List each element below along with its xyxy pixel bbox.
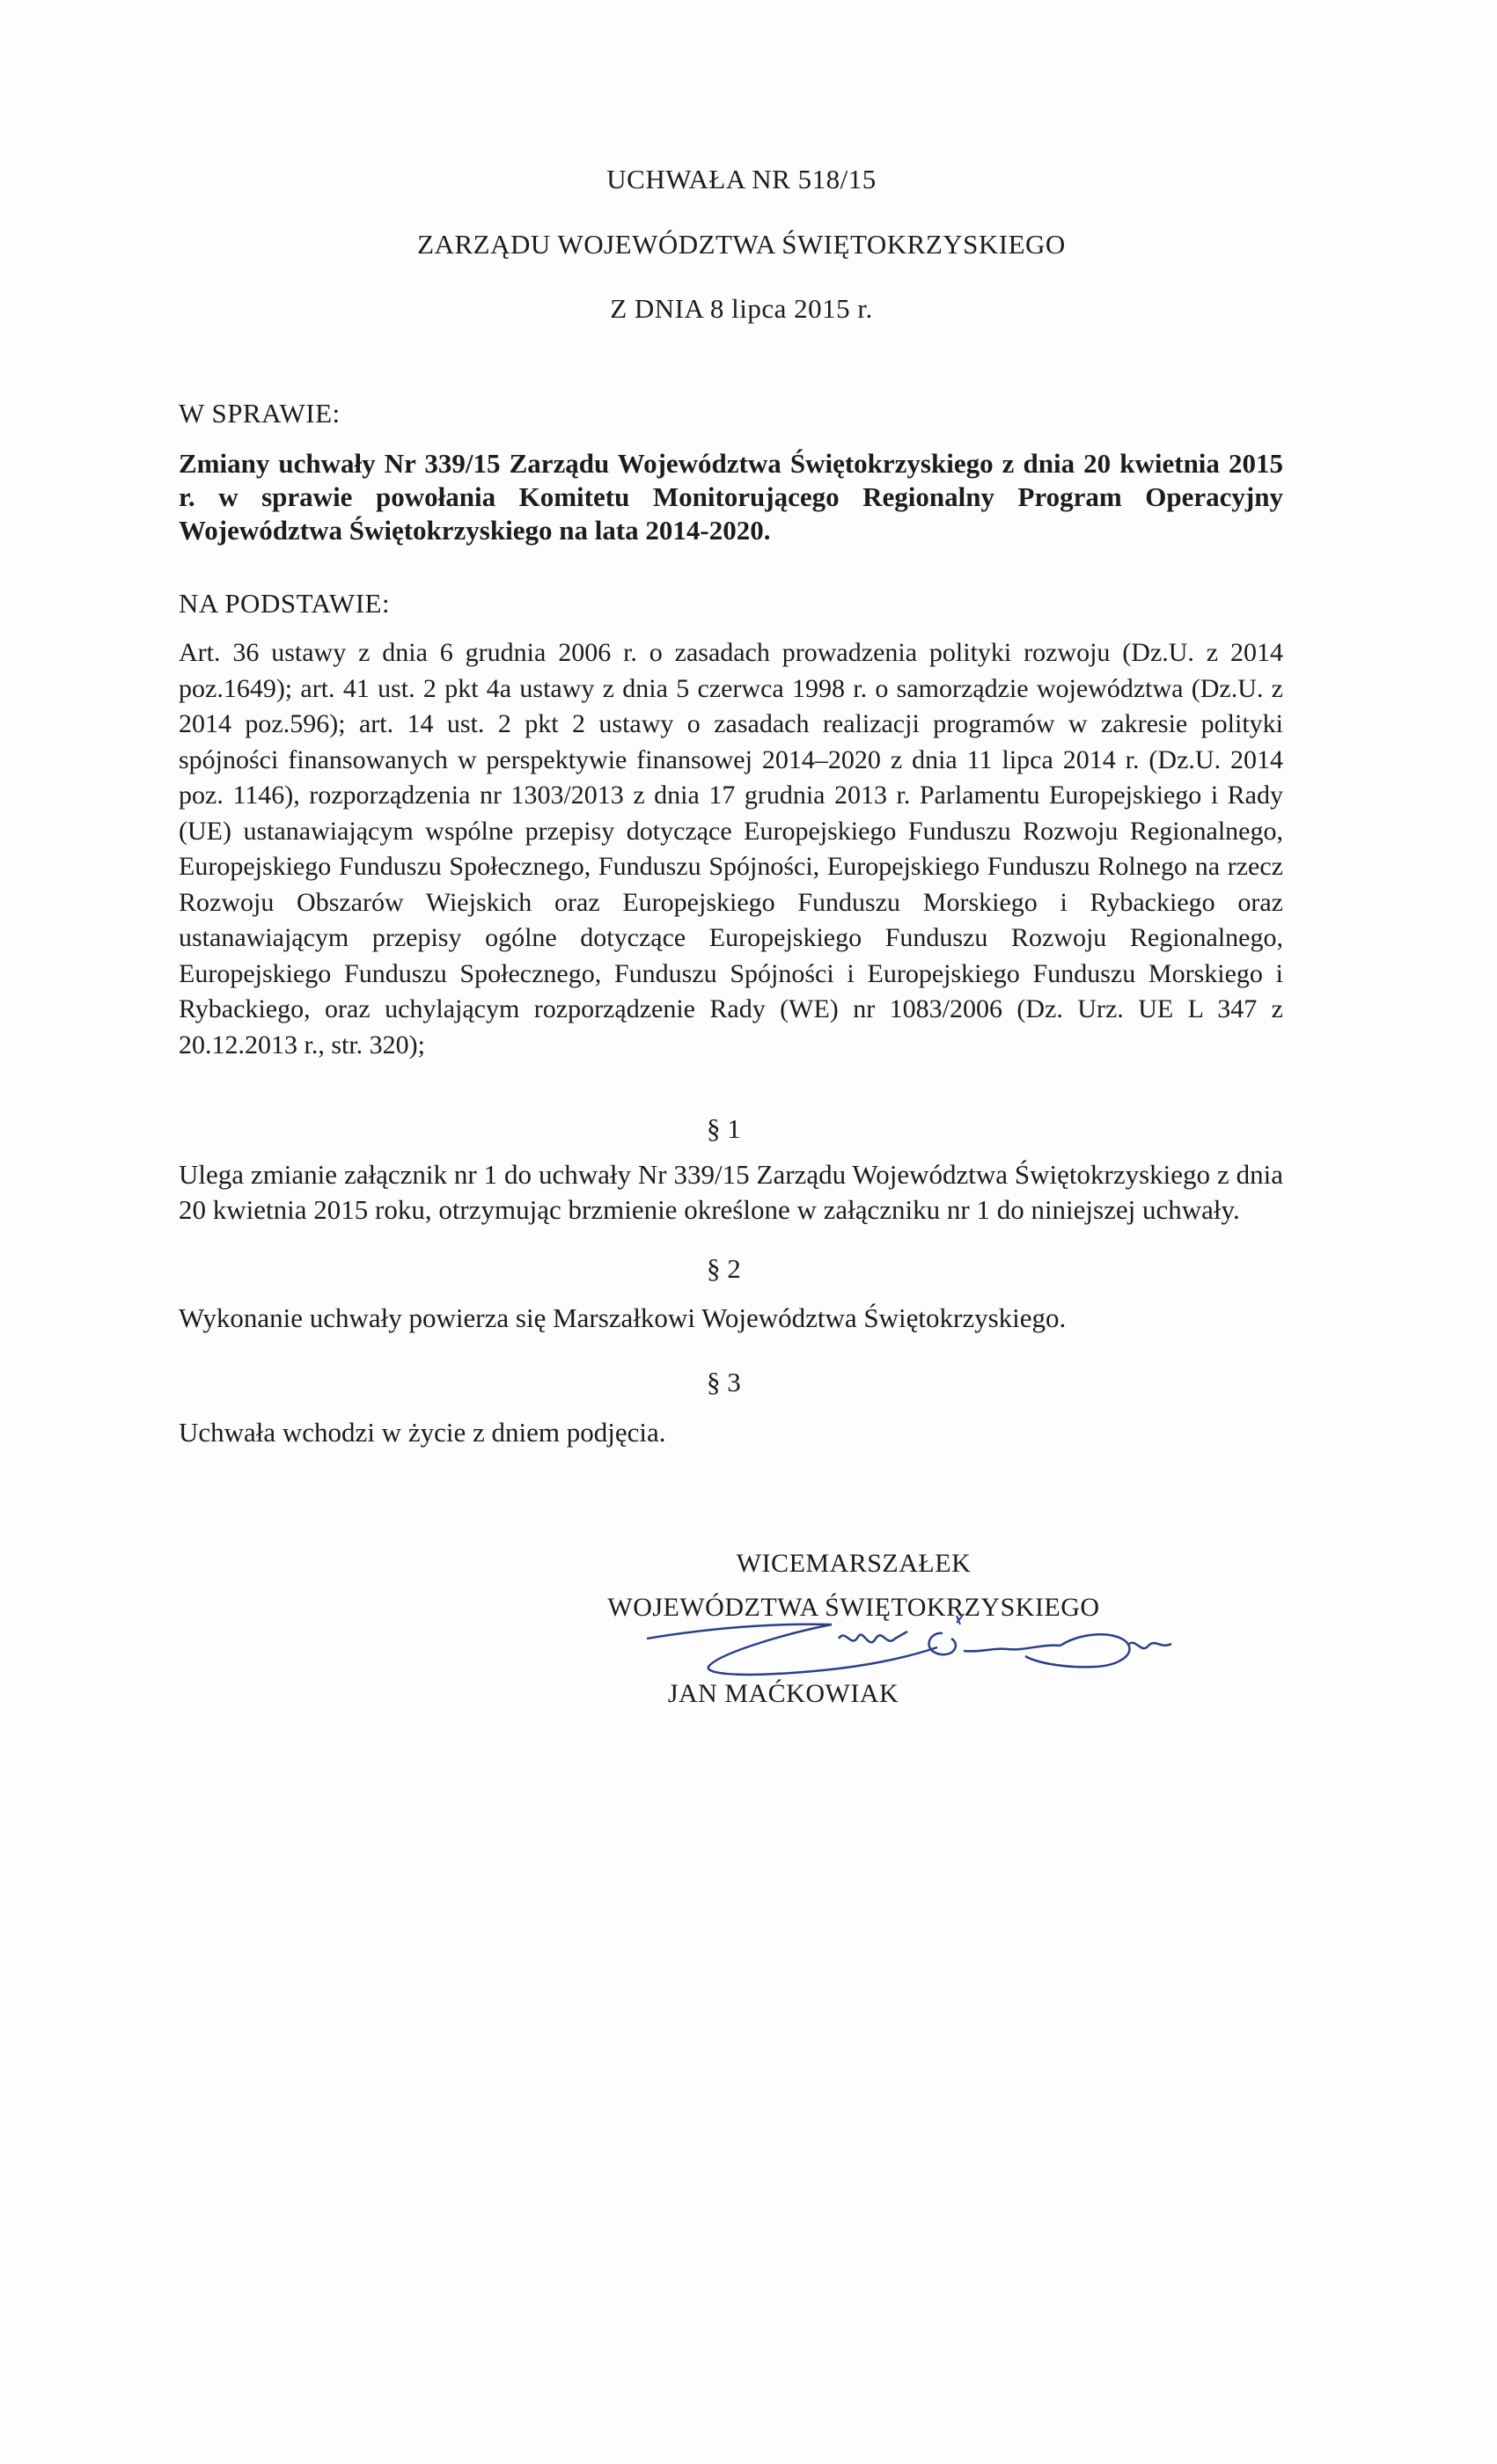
signatory-title: WICEMARSZAŁEK — [736, 1549, 972, 1578]
paragraph-2-text: Wykonanie uchwały powierza się Marszałkowi Województwa Świętokrzyskiego. — [179, 1302, 1067, 1333]
subject-text: Zmiany uchwały Nr 339/15 Zarządu Województwa Świętokrzyskiego z dnia 20 kwietnia 2015 r. w sprawie powołania Komitetu Monitorującego Regionalny Program Operacyjny Województwa Świętokrzyskiego na lata 2014-2020. — [179, 448, 1283, 546]
paragraph-1-text: Ulega zmianie załącznik nr 1 do uchwały Nr 339/15 Zarządu Województwa Świętokrzyskiego z dnia 20 kwietnia 2015 roku, otrzymując brzmienie określone w załączniku nr 1 do niniejszej uchwały. — [179, 1159, 1283, 1225]
issuing-body: ZARZĄDU WOJEWÓDZTWA ŚWIĘTOKRZYSKIEGO — [417, 229, 1066, 260]
handwritten-signature — [647, 1612, 1175, 1683]
paragraph-2-mark: § 2 — [707, 1253, 741, 1284]
legal-basis-text: Art. 36 ustawy z dnia 6 grudnia 2006 r. o zasadach prowadzenia polityki rozwoju (Dz.U. z 2014 poz.1649); art. 41 ust. 2 pkt 4a ustawy z dnia 5 czerwca 1998 r. o samorządzie województwa (Dz.U. z 2014 poz.596); art. 14 ust. 2 pkt 2 ustawy o zasadach realizacji programów w zakresie polityki spójności finansowanych w perspektywie finansowej 2014–2020 z dnia 11 lipca 2014 r. (Dz.U. 2014 poz. 1146), rozporządzenia nr 1303/2013 z dnia 17 grudnia 2013 r. Parlamentu Europejskiego i Rady (UE) ustanawiającym wspólne przepisy dotyczące Europejskiego Funduszu Rozwoju Regionalnego, Europejskiego Funduszu Społecznego, Funduszu Spójności, Europejskiego Funduszu Rolnego na rzecz Rozwoju Obszarów Wiejskich oraz Europejskiego Funduszu Morskiego i Rybackiego oraz ustanawiającym przepisy ogólne dotyczące Europejskiego Funduszu Rozwoju Regionalnego, Europejskiego Funduszu Społecznego, Funduszu Spójności i Europejskiego Funduszu Morskiego i Rybackiego, oraz uchylającym rozporządzenie Rady (WE) nr 1083/2006 (Dz. Urz. UE L 347 z 20.12.2013 r., str. 320); — [179, 638, 1283, 1060]
resolution-number: UCHWAŁA NR 518/15 — [606, 164, 877, 194]
legal-basis-label: NA PODSTAWIE: — [179, 588, 391, 619]
subject-label: W SPRAWIE: — [179, 398, 341, 429]
signatory-name: JAN MAĆKOWIAK — [667, 1679, 899, 1708]
paragraph-1-mark: § 1 — [707, 1113, 741, 1144]
resolution-date: Z DNIA 8 lipca 2015 r. — [610, 293, 873, 324]
paragraph-3-text: Uchwała wchodzi w życie z dniem podjęcia. — [179, 1417, 666, 1448]
signatory-office: WOJEWÓDZTWA ŚWIĘTOKRZYSKIEGO — [607, 1593, 1100, 1622]
paragraph-3-mark: § 3 — [707, 1367, 741, 1397]
